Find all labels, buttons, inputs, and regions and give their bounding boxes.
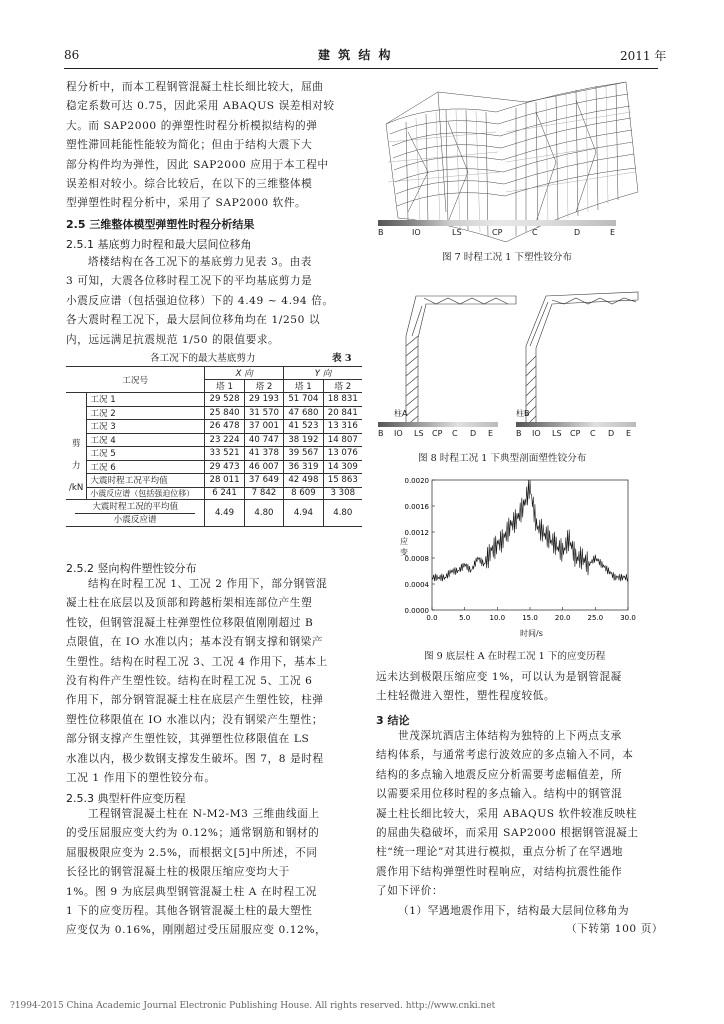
series-line: [432, 480, 628, 581]
figure-9: [398, 472, 638, 642]
legend-label: E: [626, 429, 632, 438]
legend-label: E: [488, 429, 494, 438]
legend-label: IO: [412, 228, 421, 237]
ratio-denominator: 小震反应谱: [113, 514, 157, 525]
text-line: 部分钢支撑产生塑性铰，其弹塑性位移限值在 LS: [66, 733, 310, 746]
cell: 6 241: [205, 487, 244, 500]
legend-label: D: [608, 429, 615, 438]
ratio-label: [66, 500, 205, 527]
cell: 3 308: [323, 487, 362, 500]
group-label-char: 剪: [71, 439, 81, 449]
table-3-title: 各工况下的最大基底剪力: [150, 353, 256, 364]
table-row: [66, 420, 362, 434]
legend-label: CP: [492, 228, 503, 237]
text-line: 结构体系，与通常考虑行波效应的多点输入不同，本: [376, 749, 634, 762]
figure-8-legend-bar-1: [378, 422, 498, 427]
text-line: 的屈曲失稳破坏，而采用 SAP2000 根据钢管混凝土: [376, 827, 639, 840]
legend-label: D: [574, 228, 581, 237]
cell: 40 747: [244, 433, 283, 447]
para-2-5-1: [66, 253, 362, 350]
row-name: 工况 1: [87, 393, 205, 407]
text-line: 屈服极限应变为 2.5%，而根据文[5]中所述，不同: [66, 846, 318, 859]
row-name: 工况 6: [87, 460, 205, 474]
ratio-numerator: 大震时程工况的平均值: [75, 501, 195, 514]
text-line: 塔楼结构在各工况下的基底剪力见表 3。由表: [88, 256, 312, 268]
text-line: 长径比的钢管混凝土柱的极限压缩应变均大于: [66, 866, 290, 879]
figure-7-caption: 图 7 时程工况 1 下塑性铰分布: [442, 252, 572, 263]
legend-label: C: [590, 429, 596, 438]
cell: 28 011: [205, 474, 244, 488]
figure-9-caption: 图 9 底层柱 A 在时程工况 1 下的应变历程: [424, 651, 606, 662]
cell: 29 193: [244, 393, 283, 407]
text-line: 柱“统一理论”对其进行模拟，重点分析了在罕遇地: [376, 846, 624, 859]
cell: 41 378: [244, 447, 283, 461]
text-line: 土柱轻微进入塑性，塑性程度较低。: [376, 690, 556, 703]
x-tick-label: 15.0: [522, 614, 538, 622]
column-b-label: 柱B: [516, 409, 530, 418]
cell: 33 521: [205, 447, 244, 461]
text-line: 水准以内，极少数钢支撑发生破坏。图 7，8 是时程: [66, 752, 324, 765]
cell: 47 680: [284, 406, 323, 420]
group-label-char: /kN: [69, 483, 84, 493]
continued-note: （下转第 100 页）: [566, 923, 664, 935]
table-row: [66, 406, 362, 420]
section-frame-b: [526, 292, 638, 426]
table-dir-y: Y 向: [284, 367, 362, 380]
legend-label: C: [452, 429, 458, 438]
text-line: 震作用下结构弹塑性时程响应，对结构抗震性能作: [376, 865, 623, 878]
cell: 13 076: [323, 447, 362, 461]
text-line: 小震反应谱（包括强迫位移）下的 4.49 ~ 4.94 倍。: [66, 294, 334, 307]
table-row: [66, 433, 362, 447]
text-line: 结构的多点输入地震反应分析需要考虑幅值差，所: [376, 768, 623, 781]
cell: 7 842: [244, 487, 283, 500]
legend-label: LS: [452, 228, 462, 237]
table-row-ratio: [66, 500, 362, 527]
legend-label: CP: [432, 429, 443, 438]
section-2-5-heading: 2.5 三维整体模型弹塑性时程分析结果: [66, 218, 255, 231]
x-tick-label: 25.0: [587, 614, 604, 622]
figure-8-caption: 图 8 时程工况 1 下典型剖面塑性铰分布: [418, 453, 587, 464]
legend-label: LS: [414, 429, 424, 438]
cell: 4.80: [323, 500, 362, 527]
x-tick-label: 10.0: [489, 614, 506, 622]
y-tick-label: 0.0020: [404, 477, 429, 485]
text-line: 性铰，但钢管混凝土柱弹塑性位移限值刚刚超过 B: [66, 616, 314, 629]
right-text-1: [376, 668, 660, 707]
text-line: 应变仅为 0.16%，刚刚超过受压屈服应变 0.12%，: [66, 924, 327, 937]
legend-label: B: [378, 228, 384, 237]
table-row: [66, 460, 362, 474]
copyright-footer: ?1994-2015 China Academic Journal Electronic Publishing House. All rights reserved. http://www.cnki.net: [10, 1001, 496, 1011]
cell: 4.94: [284, 500, 323, 527]
para-3: [376, 727, 660, 921]
cell: 14 309: [323, 460, 362, 474]
group-label-char: 力: [71, 461, 81, 471]
text-line: 生塑性。结构在时程工况 3、工况 4 作用下，基本上: [66, 655, 328, 668]
y-tick-label: 0.0016: [404, 503, 429, 511]
table-tower: 塔 2: [323, 380, 362, 393]
cell: 25 840: [205, 406, 244, 420]
text-line: 工程钢管混凝土柱在 N-M2-M3 三维曲线面上: [88, 808, 320, 820]
cell: 51 704: [284, 393, 323, 407]
cell: 20 841: [323, 406, 362, 420]
year: 2011 年: [620, 49, 667, 63]
text-line: 点限值，在 IO 水准以内；基本没有钢支撑和钢梁产: [66, 636, 324, 649]
table-group-label: [66, 393, 87, 500]
section-2-5-1-heading: 2.5.1 基底剪力时程和最大层间位移角: [66, 238, 252, 251]
text-line: 部分构件均为弹性，因此 SAP2000 应用于本工程中: [66, 158, 329, 171]
x-tick-label: 5.0: [459, 614, 471, 622]
legend-label: E: [610, 228, 616, 237]
table-3: [66, 366, 362, 527]
row-name: 工况 5: [87, 447, 205, 461]
table-row: [66, 447, 362, 461]
table-tower: 塔 1: [284, 380, 323, 393]
row-name: 大震时程工况平均值: [87, 474, 205, 488]
x-tick-label: 30.0: [620, 614, 636, 622]
table-dir-x: X 向: [205, 367, 284, 380]
text-line: 型弹塑性时程分析中，采用了 SAP2000 软件。: [66, 197, 307, 210]
legend-label: B: [516, 429, 522, 438]
table-3-label: 表 3: [332, 353, 352, 364]
legend-label: IO: [394, 429, 403, 438]
cell: 39 567: [284, 447, 323, 461]
text-line: 塑性滞回耗能性能较为简化；但由于结构大震下大: [66, 139, 313, 152]
cell: 18 831: [323, 393, 362, 407]
table-col-header: 工况号: [66, 367, 205, 393]
y-tick-label: 0.0008: [404, 555, 429, 563]
text-line: 工况 1 作用下的塑性铰分布。: [66, 772, 216, 785]
table-tower: 塔 2: [244, 380, 283, 393]
cell: 29 473: [205, 460, 244, 474]
figure-8-legend: [378, 429, 658, 439]
text-line: 远未达到极限压缩应变 1%，可以认为是钢管混凝: [376, 671, 622, 683]
row-name: 工况 3: [87, 420, 205, 434]
para-2-5-2: [66, 575, 362, 788]
text-line: 塑性位移限值在 IO 水准以内；没有钢梁产生塑性；: [66, 713, 324, 726]
text-line: 1%。图 9 为底层典型钢管混凝土柱 A 在时程工况: [66, 885, 317, 898]
legend-label: D: [470, 429, 477, 438]
page-number: 86: [64, 48, 80, 62]
x-tick-label: 0.0: [426, 614, 438, 622]
cell: 29 528: [205, 393, 244, 407]
3d-frame-model: [386, 82, 638, 242]
legend-label: CP: [570, 429, 581, 438]
plot-frame: [432, 480, 628, 610]
cell: 37 001: [244, 420, 283, 434]
table-tower: 塔 1: [205, 380, 244, 393]
column-a-label: 柱A: [394, 409, 408, 418]
cell: 8 609: [284, 487, 323, 500]
row-name: 小震反应谱（包括强迫位移）: [87, 487, 205, 500]
journal-title: 建 筑 结 构: [318, 48, 393, 62]
y-tick-label: 0.0012: [404, 529, 429, 537]
text-line: 稳定系数可达 0.75，因此采用 ABAQUS 误差相对较: [66, 100, 335, 113]
text-line: 各大震时程工况下，最大层间位移角均在 1/250 以: [66, 314, 321, 327]
figure-8: [376, 276, 658, 436]
cell: 31 570: [244, 406, 283, 420]
row-name: 工况 4: [87, 433, 205, 447]
text-line: 没有构件产生塑性铰。结构在时程工况 5、工况 6: [66, 675, 313, 688]
legend-label: IO: [532, 429, 541, 438]
cell: 4.80: [244, 500, 283, 527]
text-line: 以需要采用位移时程的多点输入。结构中的钢管混: [376, 788, 623, 801]
cell: 14 807: [323, 433, 362, 447]
text-line: 凝土柱长细比较大，采用 ABAQUS 软件较准反映柱: [376, 807, 637, 820]
text-line: 1 下的应变历程。其他各钢管混凝土柱的最大塑性: [66, 905, 313, 918]
x-tick-label: 20.0: [554, 614, 571, 622]
para-2-5-3: [66, 805, 362, 941]
table-row: [66, 474, 362, 488]
cell: 4.49: [205, 500, 244, 527]
text-line: 程分析中，而本工程钢管混凝土柱长细比较大，屈曲: [66, 81, 324, 93]
table-row: [66, 487, 362, 500]
table-row: [66, 393, 362, 407]
cell: 38 192: [284, 433, 323, 447]
cell: 23 224: [205, 433, 244, 447]
y-axis-label: 应变: [400, 537, 408, 557]
section-2-5-2-heading: 2.5.2 竖向构件塑性铰分布: [66, 562, 197, 575]
cell: 36 319: [284, 460, 323, 474]
cell: 37 649: [244, 474, 283, 488]
header-rule: [64, 68, 658, 69]
text-line: 内，远远满足抗震规范 1/50 的限值要求。: [66, 333, 280, 346]
text-line: 了如下评价：: [376, 885, 444, 898]
section-2-5-3-heading: 2.5.3 典型杆件应变历程: [66, 792, 186, 805]
row-name: 工况 2: [87, 406, 205, 420]
section-3-heading: 3 结论: [376, 714, 410, 727]
legend-label: C: [532, 228, 538, 237]
cell: 41 523: [284, 420, 323, 434]
legend-label: B: [378, 429, 384, 438]
cell: 26 478: [205, 420, 244, 434]
cell: 13 316: [323, 420, 362, 434]
y-tick-label: 0.0000: [404, 607, 429, 615]
y-tick-label: 0.0004: [404, 581, 429, 589]
figure-8-legend-bar-2: [516, 422, 636, 427]
text-line: （1）罕遇地震作用下，结构最大层间位移角为: [398, 904, 630, 917]
cell: 42 498: [284, 474, 323, 488]
text-line: 结构在时程工况 1、工况 2 作用下，部分钢管混: [88, 578, 328, 590]
text-line: 的受压屈服应变大约为 0.12%；通常钢筋和钢材的: [66, 827, 320, 840]
left-intro: [66, 78, 362, 214]
text-line: 作用下，部分钢管混凝土柱在底层产生塑性铰，柱弹: [66, 694, 324, 707]
cell: 46 007: [244, 460, 283, 474]
legend-label: LS: [552, 429, 562, 438]
figure-7-legend-bar: [378, 220, 616, 226]
text-line: 世茂深坑酒店主体结构为独特的上下两点支承: [398, 730, 622, 742]
text-line: 3 可知，大震各位移时程工况下的平均基底剪力是: [66, 275, 313, 288]
cell: 15 863: [323, 474, 362, 488]
text-line: 大。而 SAP2000 的弹塑性时程分析模拟结构的弹: [66, 119, 318, 132]
section-frame-a: [406, 296, 516, 426]
text-line: 误差相对较小。综合比较后，在以下的三维整体模: [66, 178, 313, 191]
strain-chart: [398, 472, 638, 642]
x-axis-label: 时间/s: [520, 629, 543, 638]
text-line: 凝土柱在底层以及顶部和跨越桁架相连部位产生塑: [66, 597, 313, 610]
